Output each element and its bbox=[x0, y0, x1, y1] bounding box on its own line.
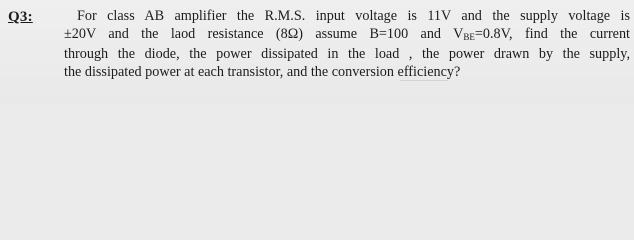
vbe-subscript: BE bbox=[463, 32, 475, 43]
question-line-4: the dissipated power at each transistor, and the conversion efficiency? bbox=[64, 64, 461, 81]
faint-scan-mark bbox=[400, 80, 448, 89]
question-page bbox=[0, 0, 634, 105]
question-line-2 bbox=[64, 25, 630, 44]
question-line-2-tail: =0.8V, find the current bbox=[474, 26, 630, 43]
question-text bbox=[64, 7, 630, 82]
question-number: Q3: bbox=[8, 9, 33, 25]
question-line-2-head: ±20V and the laod resistance (8Ω) assume B=100 and V bbox=[64, 26, 464, 43]
question-line-1: For class AB amplifier the R.M.S. input voltage is 11V and the supply voltage is bbox=[77, 8, 630, 24]
question-line-3: through the diode, the power dissipated in the load , the power drawn by the supply, bbox=[64, 45, 630, 62]
